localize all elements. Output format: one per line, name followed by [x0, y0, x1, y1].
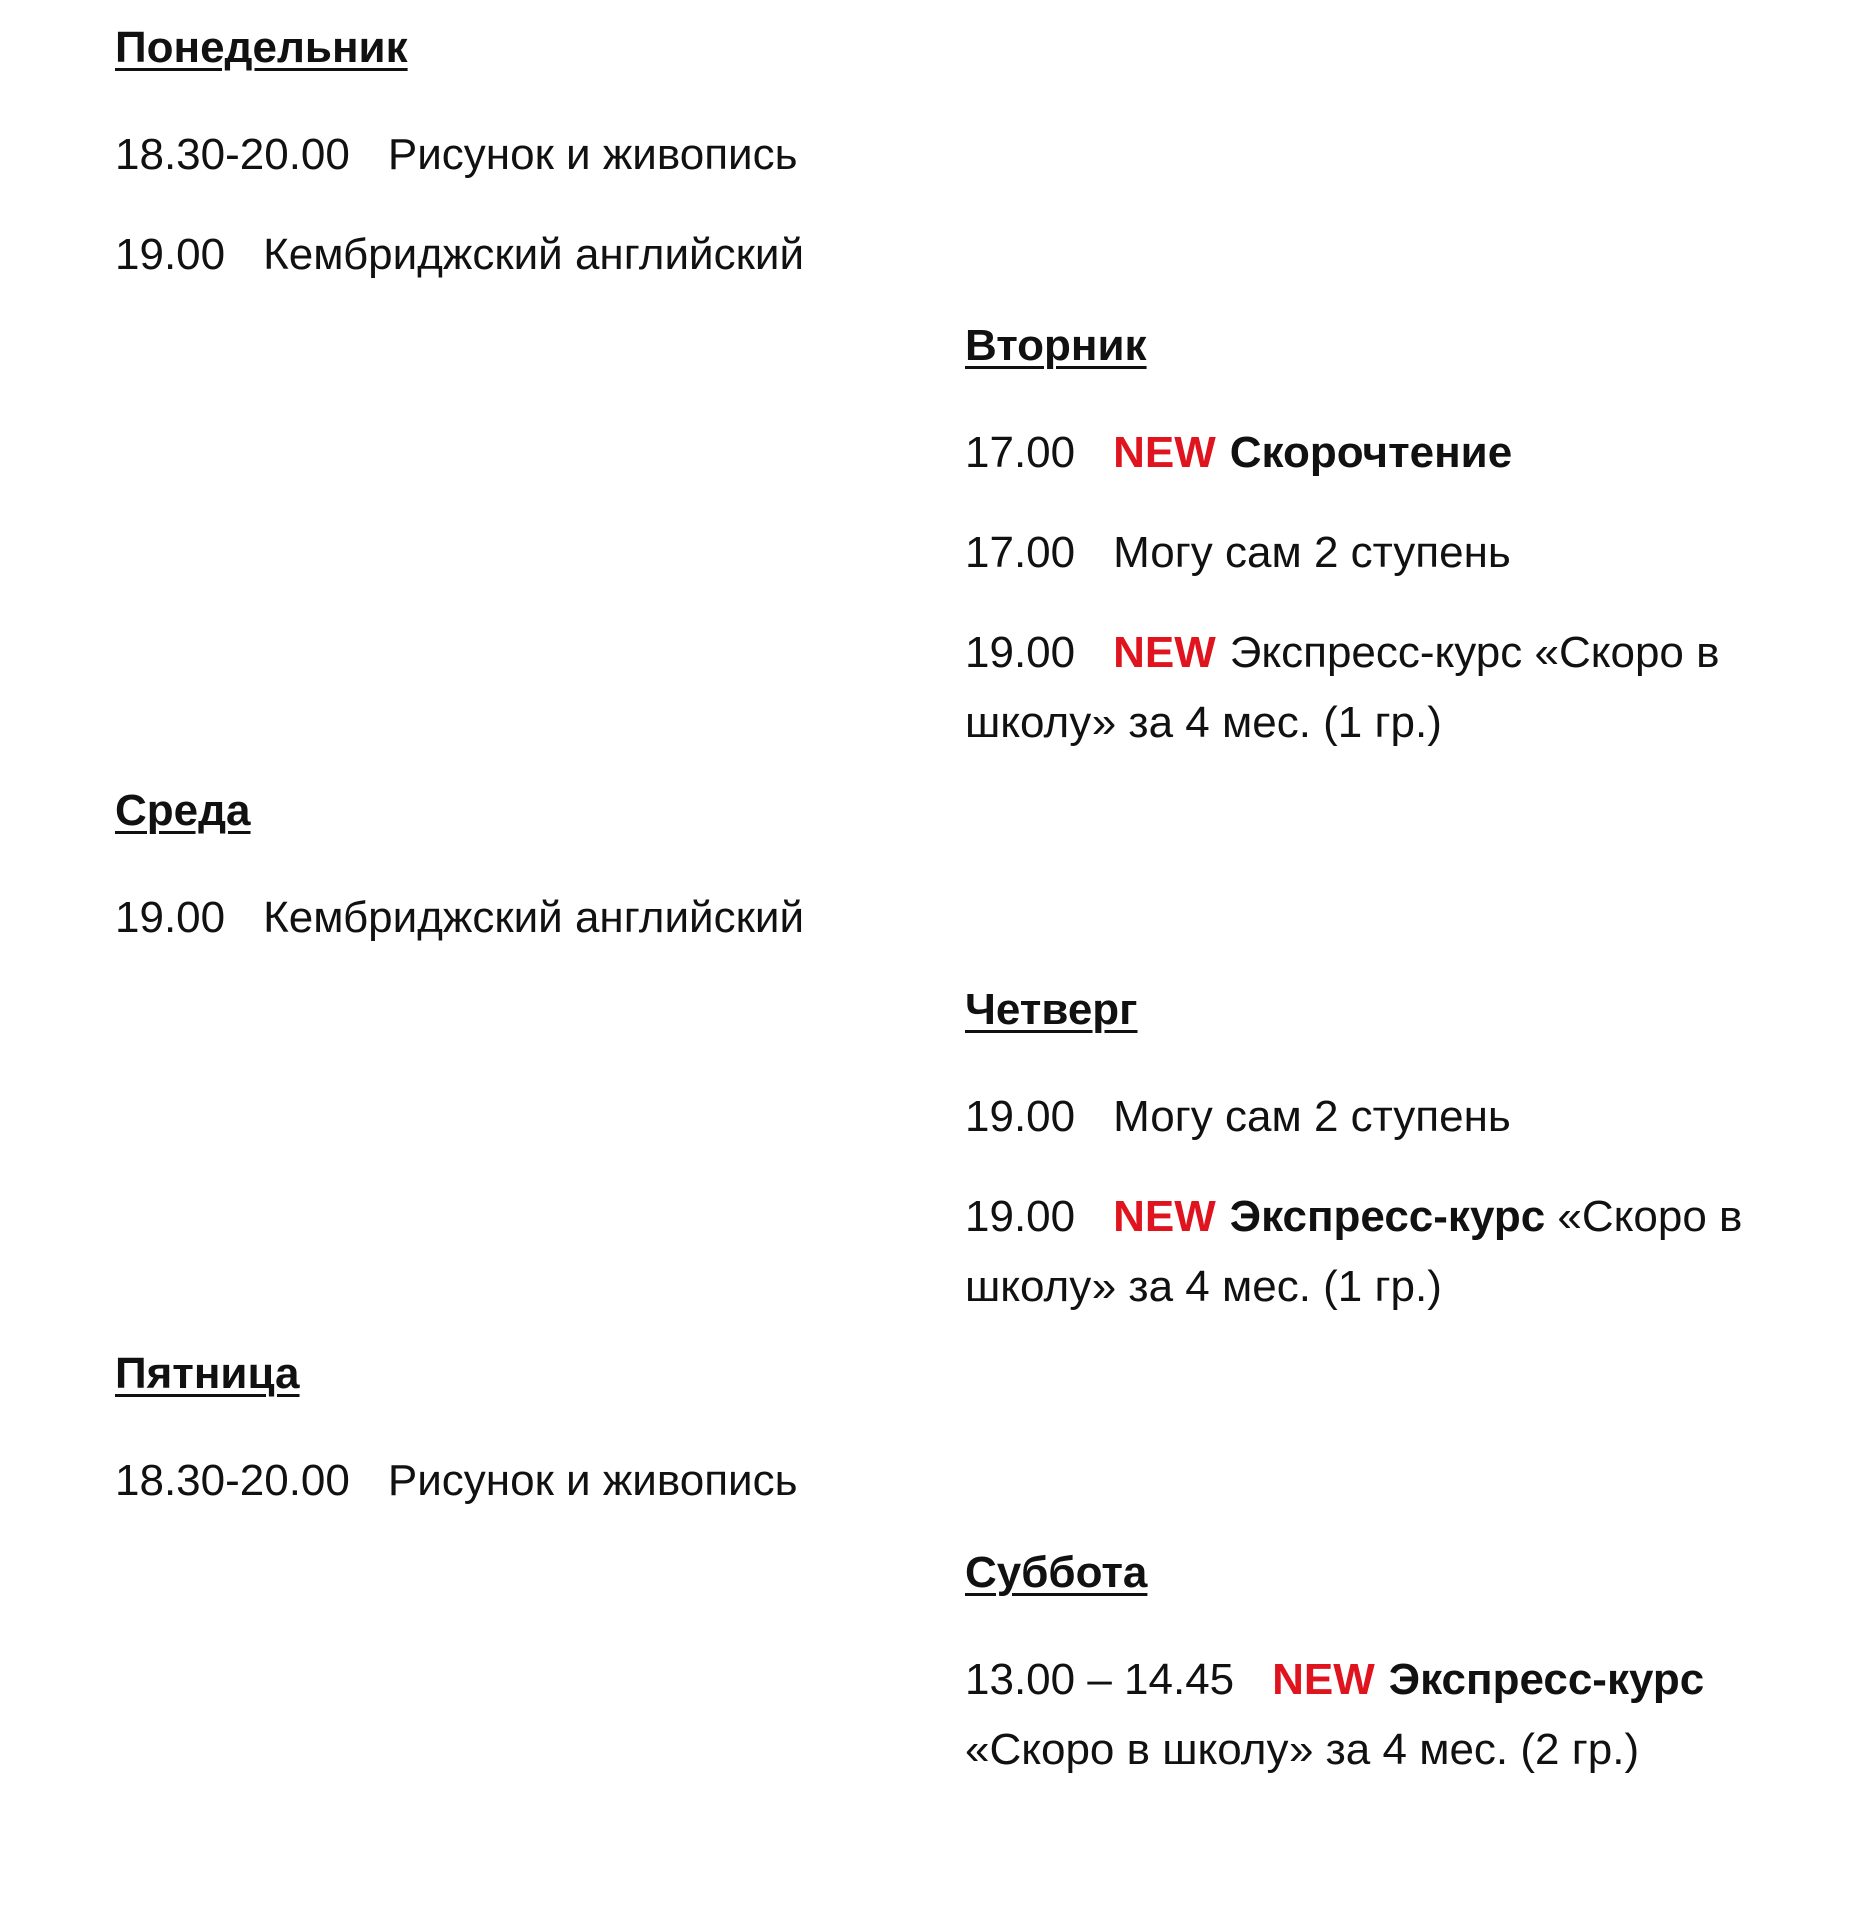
schedule-entry	[115, 120, 1015, 190]
schedule-entry	[965, 618, 1785, 758]
entry-text-bold: Экспресс-курс	[1229, 1192, 1546, 1241]
entry-text: Могу сам 2 ступень	[1113, 528, 1511, 577]
entry-text: «Скоро в школу» за 4 мес. (2 гр.)	[965, 1725, 1640, 1774]
friday-block	[115, 1346, 1015, 1546]
schedule-entry	[115, 220, 1015, 290]
entry-time: 13.00 – 14.45	[965, 1655, 1235, 1704]
new-badge: NEW	[1113, 428, 1216, 477]
saturday-title: Суббота	[965, 1548, 1148, 1597]
schedule-entry	[965, 1645, 1785, 1785]
entry-text: Кембриджский английский	[263, 230, 805, 279]
schedule-entry	[965, 1182, 1785, 1322]
entry-time: 19.00	[965, 628, 1076, 677]
entry-time: 17.00	[965, 528, 1076, 577]
saturday-block	[965, 1545, 1865, 1815]
schedule-entry	[115, 1446, 1015, 1516]
entry-time: 18.30-20.00	[115, 130, 350, 179]
entry-text: Рисунок и живопись	[387, 130, 798, 179]
entry-time: 18.30-20.00	[115, 1456, 350, 1505]
new-badge: NEW	[1272, 1655, 1375, 1704]
schedule-entry	[965, 518, 1865, 588]
thursday-title: Четверг	[965, 985, 1138, 1034]
entry-text: Кембриджский английский	[263, 893, 805, 942]
entry-time: 19.00	[965, 1092, 1076, 1141]
entry-text-bold: Экспресс-курс	[1388, 1655, 1705, 1704]
wednesday-block	[115, 783, 1015, 983]
monday-title: Понедельник	[115, 23, 408, 72]
entry-text: Экспресс-курс «Скоро в школу» за 4 мес. (1 гр.)	[965, 628, 1720, 747]
entry-text: Скорочтение	[1229, 428, 1513, 477]
entry-text: «Скоро в школу» за 4 мес. (1 гр.)	[965, 1192, 1743, 1311]
entry-time: 17.00	[965, 428, 1076, 477]
schedule-entry	[965, 418, 1865, 488]
thursday-block	[965, 982, 1865, 1352]
tuesday-title: Вторник	[965, 321, 1147, 370]
entry-time: 19.00	[965, 1192, 1076, 1241]
tuesday-block	[965, 318, 1865, 788]
new-badge: NEW	[1113, 1192, 1216, 1241]
entry-time: 19.00	[115, 230, 226, 279]
wednesday-title: Среда	[115, 786, 251, 835]
entry-text: Рисунок и живопись	[387, 1456, 798, 1505]
new-badge: NEW	[1113, 628, 1216, 677]
schedule-entry	[965, 1082, 1865, 1152]
monday-block	[115, 20, 1015, 320]
schedule-entry	[115, 883, 1015, 953]
entry-time: 19.00	[115, 893, 226, 942]
entry-text: Могу сам 2 ступень	[1113, 1092, 1511, 1141]
friday-title: Пятница	[115, 1349, 300, 1398]
